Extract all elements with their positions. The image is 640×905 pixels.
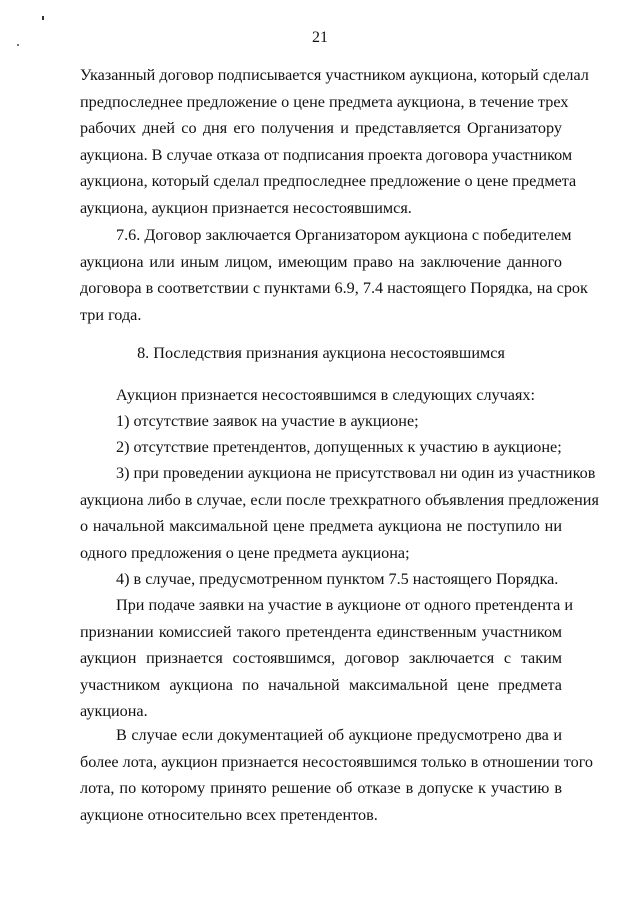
text-line: аукциона. В случае отказа от подписания проекта договора участником bbox=[80, 145, 573, 164]
paragraph bbox=[80, 62, 589, 222]
text-line: договора в соответствии с пунктами 6.9, 7.4 настоящего Порядка, на срок bbox=[80, 279, 588, 298]
list-item bbox=[80, 460, 599, 566]
text-line: аукциона, аукцион признается несостоявшимся. bbox=[80, 198, 412, 217]
list-item bbox=[80, 434, 562, 461]
list-item bbox=[80, 566, 562, 593]
text-line: В случае если документацией об аукционе предусмотрено два и bbox=[116, 726, 562, 744]
paragraph bbox=[80, 592, 574, 725]
text-line: лота, по которому принято решение об отказе в допуске к участию в bbox=[80, 779, 562, 798]
text-line: аукционе относительно всех претендентов. bbox=[80, 805, 378, 824]
section-heading-block bbox=[80, 340, 562, 367]
list-item bbox=[80, 408, 562, 435]
text-line: одного предложения о цене предмета аукциона; bbox=[80, 543, 410, 562]
text-line: 4) в случае, предусмотренном пунктом 7.5 настоящего Порядка. bbox=[116, 570, 559, 588]
text-line: признании комиссией такого претендента единственным участником bbox=[80, 622, 562, 641]
text-line: три года. bbox=[80, 305, 142, 324]
page-number: 21 bbox=[312, 29, 328, 46]
text-line: 1) отсутствие заявок на участие в аукционе; bbox=[116, 412, 419, 430]
text-line: аукциона или иным лицом, имеющим право на заключение данного bbox=[80, 252, 562, 271]
text-line: При подаче заявки на участие в аукционе от одного претендента и bbox=[116, 596, 574, 614]
text-line: предпоследнее предложение о цене предмета аукциона, в течение трех bbox=[80, 92, 569, 111]
text-line: о начальной максимальной цене предмета аукциона не поступило ни bbox=[80, 517, 562, 536]
text-line: рабочих дней со дня его получения и представляется Организатору bbox=[80, 119, 562, 138]
text-line: 3) при проведении аукциона не присутствовал ни один из участников bbox=[116, 464, 596, 482]
text-line: 2) отсутствие претендентов, допущенных к участию в аукционе; bbox=[116, 438, 562, 456]
text-line: Аукцион признается несостоявшимся в следующих случаях: bbox=[116, 386, 536, 404]
section-heading: 8. Последствия признания аукциона несостоявшимся bbox=[137, 344, 505, 362]
paragraph bbox=[80, 722, 594, 828]
text-line: Указанный договор подписывается участником аукциона, который сделал bbox=[80, 66, 589, 84]
paragraph bbox=[80, 382, 562, 409]
text-line: аукцион признается состоявшимся, договор заключается с таким bbox=[80, 649, 562, 668]
scan-mark bbox=[42, 16, 44, 20]
text-line: более лота, аукцион признается несостоявшимся только в отношении того bbox=[80, 752, 594, 771]
paragraph bbox=[80, 222, 588, 328]
text-line: аукциона либо в случае, если после трехкратного объявления предложения bbox=[80, 490, 599, 509]
text-line: 7.6. Договор заключается Организатором аукциона с победителем bbox=[116, 226, 572, 244]
text-line: участником аукциона по начальной максимальной цене предмета bbox=[80, 675, 562, 694]
text-line: аукциона. bbox=[80, 702, 148, 721]
text-line: аукциона, который сделал предпоследнее предложение о цене предмета bbox=[80, 172, 577, 191]
